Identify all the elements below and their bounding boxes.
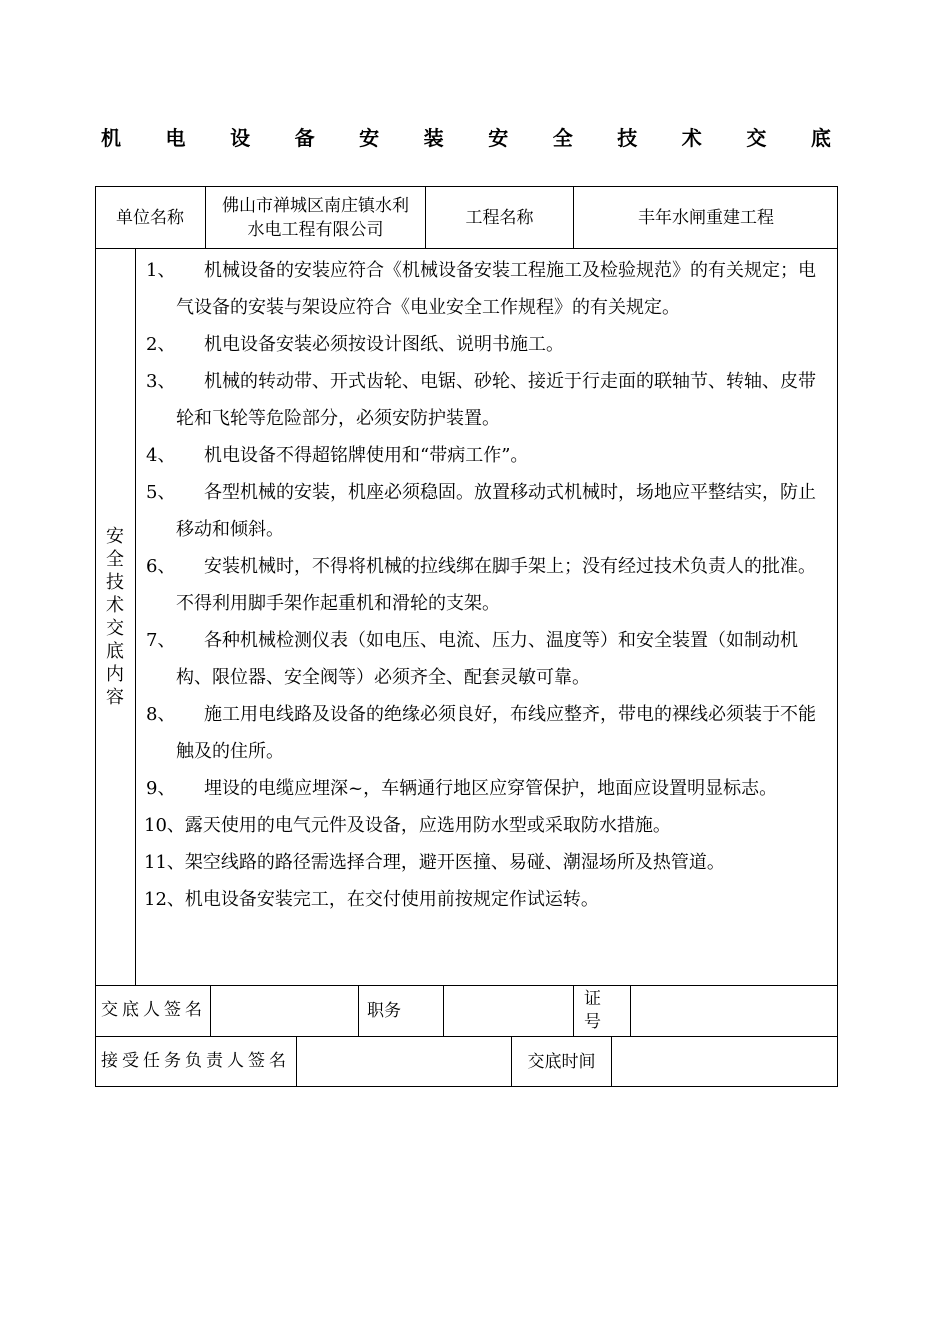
list-item [144,548,832,622]
list-item [144,696,832,770]
section-label-char: 全 [106,549,124,570]
list-item [144,770,832,807]
list-item [144,844,832,881]
receiver-field[interactable] [297,1036,511,1087]
unit-name-value: 佛山市禅城区南庄镇水利水电工程有限公司 [222,195,409,240]
title-char: 技 [617,125,638,150]
safety-items-list [144,252,832,918]
list-item [144,622,832,696]
item-text: 施工用电线路及设备的绝缘必须良好，布线应整齐，带电的裸线必须装于不能触及的住所。 [176,704,816,762]
list-item [144,807,832,844]
section-label [95,249,135,985]
certificate-field[interactable] [631,985,838,1036]
item-text: 安装机械时，不得将机械的拉线绑在脚手架上；没有经过技术负责人的批准。不得利用脚手架作起重机和滑轮的支架。 [176,556,816,614]
title-char: 备 [294,125,315,150]
item-text: 埋设的电缆应埋深~，车辆通行地区应穿管保护，地面应设置明显标志。 [204,778,778,799]
title-char: 电 [165,125,186,150]
project-name-label: 工程名称 [465,207,534,228]
section-label-char: 内 [106,664,124,685]
title-char: 机 [101,125,121,150]
document-title [95,120,837,152]
item-number: 10、 [144,815,185,836]
section-label-char: 安 [106,526,124,547]
section-label-char: 术 [106,595,124,616]
title-char: 装 [423,125,444,150]
item-text: 机电设备安装必须按设计图纸、说明书施工。 [204,334,564,355]
title-char: 交 [746,125,767,150]
item-text: 架空线路的路径需选择合理，避开医撞、易碰、潮湿场所及热管道。 [184,852,725,873]
certificate-label: 证号 [584,988,601,1032]
item-number: 8、 [146,704,176,725]
item-text: 机电设备安装完工，在交付使用前按规定作试运转。 [184,889,599,910]
title-char: 术 [681,125,702,150]
item-text: 露天使用的电气元件及设备，应选用防水型或采取防水措施。 [184,815,671,836]
list-item [144,363,832,437]
project-name-value: 丰年水闸重建工程 [638,207,774,228]
signer-field[interactable] [211,985,358,1036]
list-item [144,326,832,363]
item-text: 各种机械检测仪表（如电压、电流、压力、温度等）和安全装置（如制动机构、限位器、安全阀等）必须齐全、配套灵敏可靠。 [176,630,798,688]
title-char: 安 [359,125,380,150]
section-label-char: 交 [106,618,124,639]
item-number: 2、 [146,334,176,355]
title-char: 底 [810,125,831,150]
item-number: 4、 [146,445,176,466]
position-label: 职务 [367,1000,401,1021]
receiver-label: 接受任务负责人签名 [101,1051,290,1071]
list-item [144,881,832,918]
item-text: 机械设备的安装应符合《机械设备安装工程施工及检验规范》的有关规定；电气设备的安装与架设应符合《电业安全工作规程》的有关规定。 [176,260,816,318]
item-text: 各型机械的安装，机座必须稳固。放置移动式机械时，场地应平整结实，防止移动和倾斜。 [176,482,816,540]
position-field[interactable] [444,985,573,1036]
item-text: 机电设备不得超铭牌使用和“带病工作”。 [204,445,529,466]
list-item [144,252,832,326]
item-number: 5、 [146,482,176,503]
title-char: 设 [230,125,251,150]
unit-name-label: 单位名称 [116,207,184,228]
item-text: 机械的转动带、开式齿轮、电锯、砂轮、接近于行走面的联轴节、转轴、皮带轮和飞轮等危险部分，必须安防护装置。 [176,371,816,429]
item-number: 3、 [146,371,176,392]
item-number: 6、 [146,556,176,577]
section-label-char: 容 [106,687,124,708]
disclosure-time-label: 交底时间 [527,1051,596,1072]
item-number: 9、 [146,778,176,799]
item-number: 1、 [146,260,176,281]
section-label-char: 底 [106,641,124,662]
disclosure-time-field[interactable] [612,1036,838,1087]
section-label-char: 技 [106,572,124,593]
item-number: 12、 [144,889,185,910]
item-number: 11、 [144,852,185,873]
item-number: 7、 [146,630,176,651]
title-char: 全 [552,125,573,150]
signer-label: 交底人签名 [101,1000,206,1020]
list-item [144,437,832,474]
list-item [144,474,832,548]
title-char: 安 [488,125,509,150]
